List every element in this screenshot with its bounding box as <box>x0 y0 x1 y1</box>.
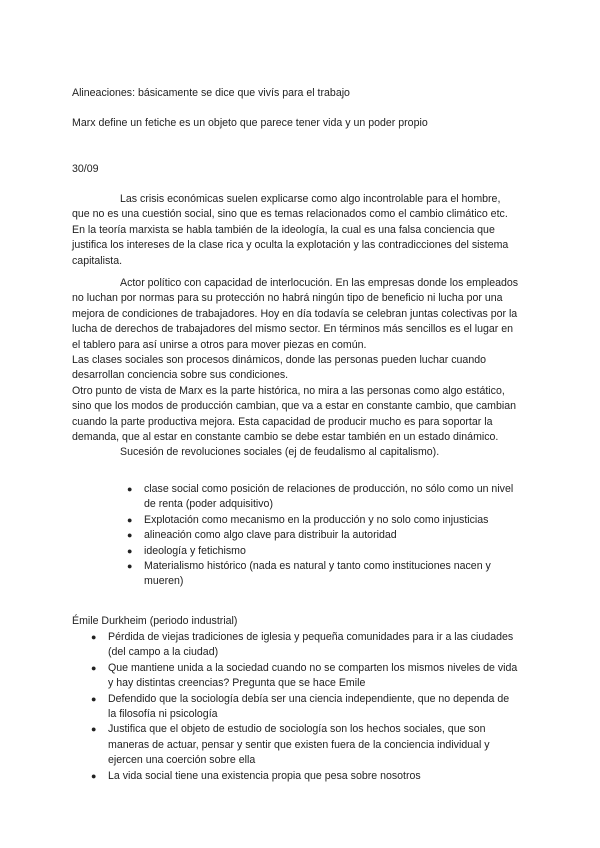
marx-concepts-list <box>127 482 520 590</box>
list-item-text: Pérdida de viejas tradiciones de iglesia y pequeña comunidades para ir a las ciudades (del campo a la ciudad) <box>108 631 514 659</box>
list-item <box>91 661 520 692</box>
durkheim-heading: Émile Durkheim (periodo industrial) <box>72 615 238 627</box>
list-item <box>127 559 520 590</box>
durkheim-list <box>91 630 520 784</box>
list-item <box>127 528 520 543</box>
paragraph-historical-view: Otro punto de vista de Marx es la parte histórica, no mira a las personas como algo estático, sino que los modos de producción cambian, que va a estar en constante cambio, que cambian cuando la parte productiva mejora. Esta capacidad de producir mucho es para soportar la demanda, que al estar en constante cambio se debe estar también en un estado dinámico. <box>72 384 517 444</box>
note-alienation: Alineaciones: básicamente se dice que vivís para el trabajo <box>72 87 350 99</box>
list-item-text: Que mantiene unida a la sociedad cuando no se comparten los mismos niveles de vida y hay distintas creencias? Pregunta que se hace Emile <box>108 661 518 690</box>
list-item <box>91 692 520 723</box>
list-item <box>91 722 520 768</box>
bullet-icon: ● <box>91 662 97 673</box>
list-item <box>127 482 520 513</box>
list-item-text: clase social como posición de relaciones de producción, no sólo como un nivel de renta (poder adquisitivo) <box>144 483 514 511</box>
paragraph-text: Las crisis económicas suelen explicarse como algo incontrolable para el hombre, que no es una cuestión social, sino que es temas relacionados como el cambio climático etc. En la teoría marxista se habla también de la ideología, la cual es una falsa conciencia que justifica los intereses de la clase rica y oculta la explotación y las contradicciones del sistema capitalista. <box>72 193 509 267</box>
list-item <box>91 630 520 661</box>
bullet-icon: ● <box>91 724 97 735</box>
list-item-text: La vida social tiene una existencia propia que pesa sobre nosotros <box>108 769 421 782</box>
bullet-icon: ● <box>91 693 97 704</box>
paragraph-group <box>72 276 520 461</box>
list-item-text: Materialismo histórico (nada es natural y tanto como instituciones nacen y mueren) <box>144 560 491 588</box>
bullet-icon: ● <box>127 514 133 525</box>
bullet-icon: ● <box>127 561 133 572</box>
list-item <box>127 544 520 559</box>
list-item <box>91 769 520 784</box>
paragraph-social-classes: Las clases sociales son procesos dinámicos, donde las personas pueden luchar cuando desarrollan conciencia sobre sus condiciones. <box>72 354 486 382</box>
paragraph-revolutions: Sucesión de revoluciones sociales (ej de feudalismo al capitalismo). <box>120 446 440 459</box>
paragraph-economic-crisis <box>72 192 520 269</box>
note-date: 30/09 <box>72 163 99 175</box>
bullet-icon: ● <box>91 632 97 642</box>
paragraph-political-actor: Actor político con capacidad de interlocución. En las empresas donde los empleados no luchan por normas para su protección no habrá ningún tipo de beneficio ni lucha por una mejora de condiciones de trabajadores. Hoy en día todavía se celebran juntas colectivas por la lucha de derechos de trabajadores del mismo sector. En términos más sencillos es el lugar en el tablero para así unirse a otros para mover piezas en común. <box>72 277 519 351</box>
list-item-text: alineación como algo clave para distribuir la autoridad <box>144 529 397 542</box>
bullet-icon: ● <box>127 545 133 556</box>
list-item-text: Explotación como mecanismo en la producción y no solo como injusticias <box>144 513 489 526</box>
list-item-text: Justifica que el objeto de estudio de sociología son los hechos sociales, que son maneras de actuar, pensar y sentir que existen fuera de la conciencia individual y ejercen una coerción sobre ella <box>108 723 490 767</box>
bullet-icon: ● <box>127 484 133 494</box>
bullet-icon: ● <box>91 770 97 781</box>
note-fetish: Marx define un fetiche es un objeto que parece tener vida y un poder propio <box>72 117 428 129</box>
list-item-text: ideología y fetichismo <box>144 544 246 557</box>
list-item <box>127 513 520 528</box>
bullet-icon: ● <box>127 530 133 541</box>
list-item-text: Defendido que la sociología debía ser una ciencia independiente, que no dependa de la filosofía ni psicología <box>108 692 510 721</box>
